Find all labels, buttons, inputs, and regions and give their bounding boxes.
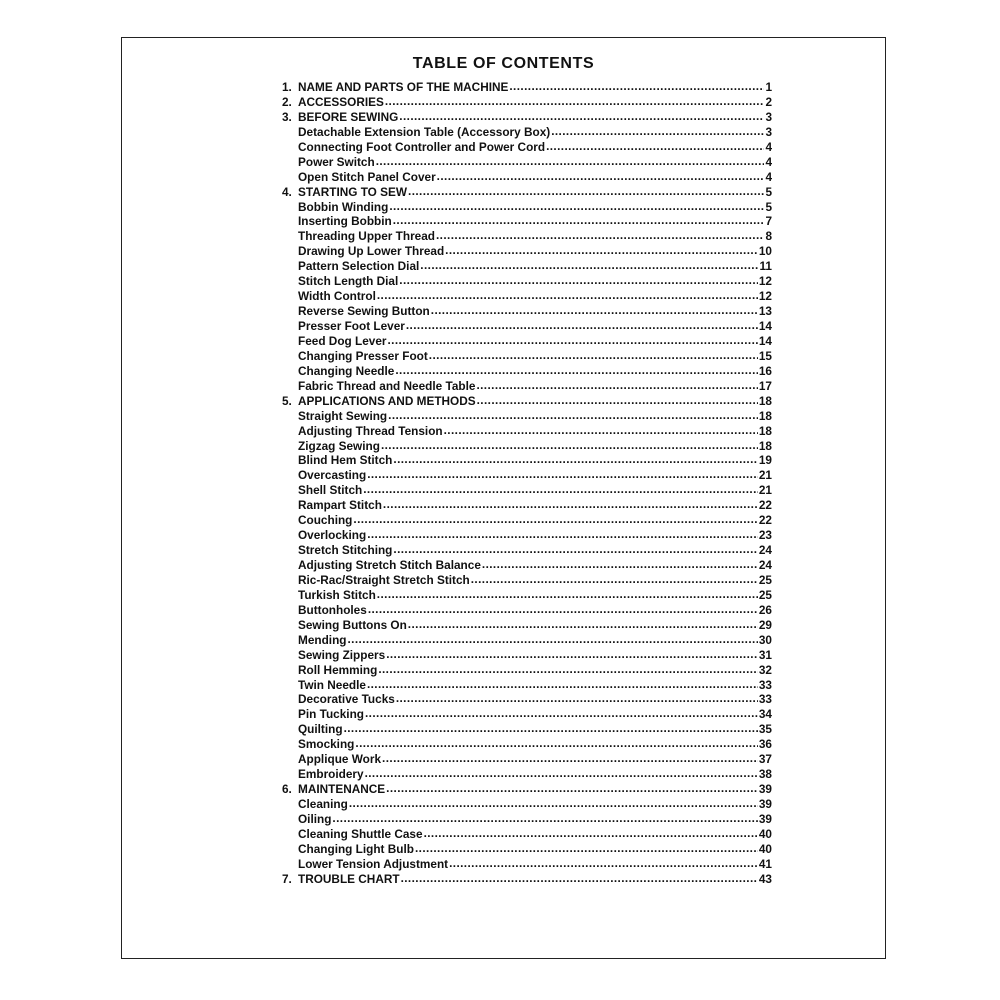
toc-subsection-entry (282, 603, 772, 618)
dot-leader (482, 558, 758, 572)
toc-entry-page-number: 29 (758, 617, 772, 632)
toc-entry-page-number: 3 (765, 109, 772, 124)
toc-entry-label: Sewing Zippers (298, 647, 386, 662)
dot-leader (399, 110, 764, 124)
toc-subsection-entry (282, 453, 772, 468)
dot-leader (367, 468, 758, 482)
toc-entry-page-number: 39 (758, 811, 772, 826)
dot-leader (408, 618, 758, 632)
dot-leader (367, 528, 758, 542)
toc-entry-page-number: 23 (758, 528, 772, 543)
dot-leader (551, 125, 764, 139)
toc-entry-page-number: 39 (758, 797, 772, 811)
toc-entry-page-number: 14 (758, 319, 772, 333)
toc-entry-page-number: 37 (758, 752, 772, 767)
toc-entry-label: Bobbin Winding (298, 199, 389, 214)
toc-entry-label: TROUBLE CHART (298, 871, 400, 886)
toc-entry-label: Pattern Selection Dial (298, 259, 420, 274)
toc-entry-page-number: 2 (765, 94, 772, 109)
dot-leader (393, 453, 757, 467)
toc-section-entry (282, 185, 772, 200)
dot-leader (378, 663, 758, 677)
dot-leader (344, 722, 758, 736)
toc-entry-page-number: 1 (765, 80, 772, 94)
toc-entry-page-number: 35 (758, 722, 772, 737)
toc-entry-page-number: 38 (758, 767, 772, 782)
toc-entry-label: Adjusting Stretch Stitch Balance (298, 558, 481, 572)
toc-entry-label: Overlocking (298, 528, 367, 543)
toc-subsection-entry (282, 513, 772, 528)
toc-entry-page-number: 18 (758, 423, 772, 438)
toc-entry-label: Threading Upper Thread (298, 229, 435, 244)
dot-leader (349, 797, 758, 811)
toc-subsection-entry (282, 857, 772, 872)
toc-subsection-entry (282, 707, 772, 722)
toc-subsection-entry (282, 319, 772, 334)
toc-entry-label: Adjusting Thread Tension (298, 423, 443, 438)
toc-entry-page-number: 43 (758, 871, 772, 886)
dot-leader (445, 244, 758, 258)
toc-entry-label: Shell Stitch (298, 483, 363, 498)
toc-subsection-entry (282, 648, 772, 663)
dot-leader (436, 229, 764, 243)
dot-leader (444, 424, 758, 438)
toc-entry-label: Rampart Stitch (298, 498, 382, 513)
toc-entry-page-number: 41 (758, 856, 772, 871)
toc-subsection-entry (282, 483, 772, 498)
toc-entry-page-number: 26 (758, 602, 772, 617)
toc-entry-label: Sewing Buttons On (298, 617, 407, 632)
toc-entry-page-number: 25 (758, 572, 772, 587)
toc-entry-label: Turkish Stitch (298, 587, 376, 602)
toc-entry-label: NAME AND PARTS OF THE MACHINE (298, 80, 509, 94)
toc-subsection-entry (282, 274, 772, 289)
toc-entry-page-number: 32 (758, 662, 772, 677)
toc-subsection-entry (282, 618, 772, 633)
toc-subsection-entry (282, 468, 772, 483)
dot-leader (476, 379, 757, 393)
toc-entry-label: STARTING TO SEW (298, 184, 408, 199)
toc-entry-label: Reverse Sewing Button (298, 304, 430, 319)
dot-leader (429, 349, 758, 363)
dot-leader (477, 394, 758, 408)
dot-leader (388, 409, 758, 423)
dot-leader (381, 439, 758, 453)
toc-entry-number: 3. (282, 109, 292, 124)
toc-entry-page-number: 8 (765, 229, 772, 244)
toc-entry-label: Stitch Length Dial (298, 274, 399, 289)
toc-entry-page-number: 18 (758, 393, 772, 408)
dot-leader (399, 274, 758, 288)
toc-entry-label: Quilting (298, 722, 343, 737)
toc-entry-page-number: 25 (758, 587, 772, 602)
toc-subsection-entry (282, 349, 772, 364)
toc-entry-label: Drawing Up Lower Thread (298, 244, 445, 259)
toc-entry-page-number: 7 (765, 214, 772, 229)
toc-entry-page-number: 24 (758, 558, 772, 572)
toc-subsection-entry (282, 543, 772, 558)
toc-entry-page-number: 18 (758, 438, 772, 453)
toc-list (282, 80, 772, 887)
toc-entry-label: Applique Work (298, 752, 382, 767)
toc-entry-number: 1. (282, 80, 292, 94)
toc-entry-page-number: 10 (758, 244, 772, 259)
toc-subsection-entry (282, 259, 772, 274)
toc-subsection-entry (282, 663, 772, 678)
toc-entry-number: 6. (282, 782, 292, 797)
toc-entry-label: Mending (298, 632, 347, 647)
dot-leader (332, 812, 757, 826)
toc-entry-page-number: 12 (758, 274, 772, 289)
toc-entry-label: Zigzag Sewing (298, 438, 380, 453)
dot-leader (368, 603, 758, 617)
toc-entry-label: Inserting Bobbin (298, 214, 392, 229)
toc-entry-label: Detachable Extension Table (Accessory Box) (298, 124, 551, 139)
toc-entry-page-number: 5 (765, 184, 772, 199)
toc-entry-page-number: 22 (758, 498, 772, 513)
toc-section-entry (282, 872, 772, 887)
toc-entry-page-number: 13 (758, 304, 772, 319)
toc-entry-number: 5. (282, 393, 292, 408)
toc-entry-label: Lower Tension Adjustment (298, 856, 449, 871)
dot-leader (353, 513, 757, 527)
toc-entry-page-number: 36 (758, 737, 772, 752)
dot-leader (509, 80, 764, 94)
dot-leader (377, 289, 758, 303)
dot-leader (376, 155, 765, 169)
dot-leader (365, 707, 758, 721)
dot-leader (415, 842, 758, 856)
toc-entry-page-number: 31 (758, 647, 772, 662)
dot-leader (406, 319, 758, 333)
dot-leader (431, 304, 758, 318)
toc-subsection-entry (282, 155, 772, 170)
dot-leader (420, 259, 758, 273)
toc-entry-page-number: 22 (758, 513, 772, 528)
toc-entry-label: Oiling (298, 811, 332, 826)
toc-entry-label: Power Switch (298, 154, 375, 169)
toc-entry-label: Straight Sewing (298, 408, 388, 423)
toc-subsection-entry (282, 633, 772, 648)
toc-subsection-entry (282, 214, 772, 229)
toc-entry-label: Ric-Rac/Straight Stretch Stitch (298, 572, 470, 587)
dot-leader (386, 648, 758, 662)
toc-subsection-entry (282, 424, 772, 439)
toc-entry-page-number: 24 (758, 543, 772, 558)
toc-subsection-entry (282, 334, 772, 349)
dot-leader (382, 752, 758, 766)
toc-subsection-entry (282, 678, 772, 693)
toc-subsection-entry (282, 752, 772, 767)
toc-entry-page-number: 33 (758, 692, 772, 707)
toc-entry-label: Fabric Thread and Needle Table (298, 378, 476, 393)
toc-entry-page-number: 33 (758, 677, 772, 692)
toc-entry-number: 4. (282, 184, 292, 199)
toc-subsection-entry (282, 289, 772, 304)
dot-leader (383, 498, 758, 512)
toc-subsection-entry (282, 244, 772, 259)
toc-subsection-entry (282, 304, 772, 319)
toc-entry-page-number: 40 (758, 826, 772, 841)
dot-leader (393, 543, 757, 557)
toc-subsection-entry (282, 379, 772, 394)
toc-entry-label: Embroidery (298, 767, 364, 782)
toc-subsection-entry (282, 409, 772, 424)
toc-entry-page-number: 11 (759, 259, 772, 274)
toc-entry-page-number: 12 (758, 289, 772, 304)
toc-subsection-entry (282, 573, 772, 588)
toc-entry-label: Connecting Foot Controller and Power Cord (298, 139, 546, 154)
toc-entry-label: Blind Hem Stitch (298, 453, 393, 468)
toc-entry-label: Cleaning Shuttle Case (298, 826, 423, 841)
dot-leader (471, 573, 758, 587)
toc-entry-page-number: 4 (765, 139, 772, 154)
toc-subsection-entry (282, 528, 772, 543)
dot-leader (388, 334, 758, 348)
toc-entry-page-number: 19 (758, 453, 772, 468)
dot-leader (389, 200, 764, 214)
dot-leader (449, 857, 758, 871)
dot-leader (401, 872, 758, 886)
toc-entry-page-number: 5 (765, 199, 772, 214)
toc-entry-page-number: 4 (765, 169, 772, 184)
toc-entry-page-number: 15 (758, 348, 772, 363)
toc-section-entry (282, 782, 772, 797)
toc-subsection-entry (282, 200, 772, 215)
dot-leader (367, 678, 758, 692)
toc-entry-label: Changing Needle (298, 363, 395, 378)
document-page (121, 37, 886, 959)
toc-entry-label: Roll Hemming (298, 662, 378, 677)
toc-entry-label: BEFORE SEWING (298, 109, 399, 124)
page-title: TABLE OF CONTENTS (412, 55, 595, 72)
toc-entry-page-number: 3 (765, 124, 772, 139)
dot-leader (396, 692, 758, 706)
toc-entry-label: Feed Dog Lever (298, 333, 387, 348)
toc-entry-label: Overcasting (298, 468, 367, 483)
toc-entry-label: Twin Needle (298, 677, 366, 692)
toc-subsection-entry (282, 558, 772, 573)
toc-section-entry (282, 394, 772, 409)
toc-entry-label: Open Stitch Panel Cover (298, 169, 436, 184)
toc-subsection-entry (282, 827, 772, 842)
toc-entry-label: Pin Tucking (298, 707, 364, 722)
toc-entry-page-number: 17 (758, 378, 772, 393)
toc-entry-label: Changing Presser Foot (298, 348, 428, 363)
dot-leader (363, 483, 758, 497)
toc-section-entry (282, 80, 772, 95)
toc-subsection-entry (282, 125, 772, 140)
toc-entry-page-number: 16 (758, 363, 772, 378)
toc-entry-number: 7. (282, 871, 292, 886)
toc-subsection-entry (282, 692, 772, 707)
dot-leader (546, 140, 764, 154)
toc-entry-label: Smocking (298, 737, 355, 752)
toc-subsection-entry (282, 767, 772, 782)
toc-entry-number: 2. (282, 94, 292, 109)
toc-subsection-entry (282, 588, 772, 603)
toc-entry-label: MAINTENANCE (298, 782, 386, 797)
dot-leader (385, 95, 765, 109)
toc-entry-label: Width Control (298, 289, 376, 304)
dot-leader (393, 214, 765, 228)
toc-subsection-entry (282, 812, 772, 827)
toc-section-entry (282, 95, 772, 110)
toc-entry-page-number: 14 (758, 333, 772, 348)
toc-subsection-entry (282, 722, 772, 737)
toc-entry-label: Cleaning (298, 797, 348, 811)
toc-entry-page-number: 34 (758, 707, 772, 722)
toc-subsection-entry (282, 170, 772, 185)
toc-entry-label: Buttonholes (298, 602, 367, 617)
toc-section-entry (282, 110, 772, 125)
toc-entry-label: APPLICATIONS AND METHODS (298, 393, 476, 408)
toc-entry-page-number: 30 (758, 632, 772, 647)
toc-subsection-entry (282, 498, 772, 513)
toc-subsection-entry (282, 140, 772, 155)
dot-leader (386, 782, 758, 796)
toc-subsection-entry (282, 229, 772, 244)
dot-leader (424, 827, 758, 841)
toc-entry-label: Changing Light Bulb (298, 841, 414, 856)
toc-subsection-entry (282, 737, 772, 752)
toc-entry-page-number: 39 (758, 782, 772, 797)
dot-leader (348, 633, 758, 647)
dot-leader (437, 170, 765, 184)
toc-subsection-entry (282, 364, 772, 379)
dot-leader (365, 767, 758, 781)
toc-entry-label: ACCESSORIES (298, 94, 384, 109)
toc-entry-label: Presser Foot Lever (298, 319, 405, 333)
toc-entry-page-number: 21 (758, 483, 772, 498)
toc-entry-label: Couching (298, 513, 353, 528)
toc-entry-label: Stretch Stitching (298, 543, 393, 558)
dot-leader (395, 364, 758, 378)
toc-entry-page-number: 4 (765, 154, 772, 169)
toc-subsection-entry (282, 439, 772, 454)
toc-entry-page-number: 40 (758, 841, 772, 856)
dot-leader (355, 737, 757, 751)
toc-subsection-entry (282, 797, 772, 812)
dot-leader (377, 588, 758, 602)
toc-entry-label: Decorative Tucks (298, 692, 395, 707)
dot-leader (408, 185, 764, 199)
toc-entry-page-number: 18 (758, 408, 772, 423)
toc-entry-page-number: 21 (758, 468, 772, 483)
toc-subsection-entry (282, 842, 772, 857)
